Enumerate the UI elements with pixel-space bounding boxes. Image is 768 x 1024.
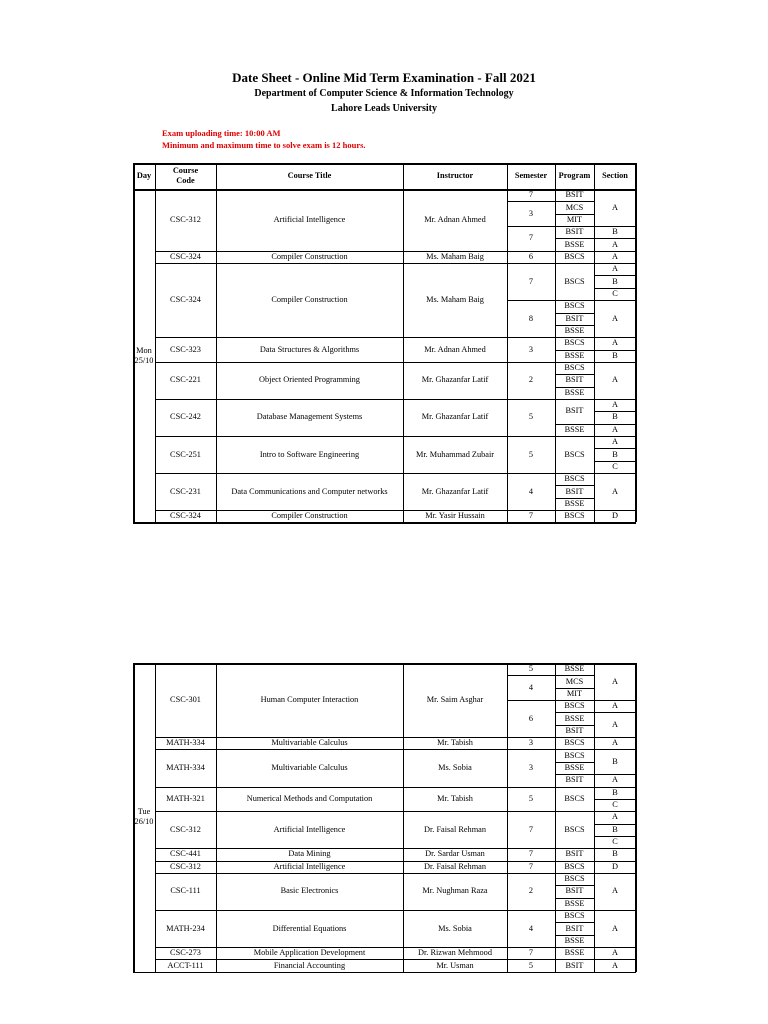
block1-row2-section: A — [612, 775, 618, 785]
block0-row5-section: B — [612, 412, 618, 422]
block0-row7-course-code: CSC-231 — [170, 486, 201, 496]
column-divider — [155, 163, 156, 522]
block-bottom-border — [133, 972, 636, 974]
block1-row5-semester: 7 — [528, 849, 534, 859]
block1-row0-course-code: CSC-301 — [170, 695, 201, 705]
block0-row1-course-title: Compiler Construction — [271, 251, 348, 261]
block1-row2-section: B — [612, 756, 618, 766]
block1-row9-course-title: Mobile Application Development — [253, 948, 366, 958]
block0-row5-course-title: Database Management Systems — [256, 412, 363, 422]
column-divider — [507, 663, 508, 972]
block0-row0-instructor: Mr. Adnan Ahmed — [424, 214, 486, 224]
header-title: Course Title — [287, 171, 332, 180]
block1-row6-instructor: Dr. Faisal Rehman — [424, 861, 486, 871]
block1-row9-instructor: Dr. Rizwan Mehmood — [418, 948, 492, 958]
block0-row2-section: C — [612, 288, 618, 298]
header-semester: Semester — [514, 171, 548, 180]
block0-row8-semester: 7 — [528, 511, 534, 521]
block0-row2-section: A — [612, 313, 618, 323]
block1-row2-program: BSIT — [565, 775, 584, 785]
block1-row0-program: BSCS — [564, 701, 585, 711]
block1-row8-program: BSCS — [564, 911, 585, 921]
block0-row3-program: BSSE — [564, 350, 585, 360]
block0-row1-semester: 6 — [528, 251, 534, 261]
block0-row2-section: A — [612, 264, 618, 274]
block1-row4-section: C — [612, 837, 618, 847]
block0-row5-program: BSIT — [565, 406, 584, 416]
block1-row5-course-title: Data Mining — [288, 849, 331, 859]
block1-row8-course-code: MATH-234 — [166, 923, 205, 933]
block0-row4-course-code: CSC-221 — [170, 375, 201, 385]
block0-row0-section: A — [612, 239, 618, 249]
block0-row4-semester: 2 — [528, 375, 534, 385]
block0-row4-program: BSIT — [565, 375, 584, 385]
header-day: Day — [136, 171, 152, 180]
block0-row6-instructor: Mr. Muhammad Zubair — [415, 449, 495, 459]
header-instructor: Instructor — [436, 171, 474, 180]
block0-row7-program: BSSE — [564, 498, 585, 508]
block1-row4-semester: 7 — [528, 824, 534, 834]
block1-row0-section: A — [612, 719, 618, 729]
block1-row8-course-title: Differential Equations — [272, 923, 347, 933]
block1-row10-program: BSIT — [565, 960, 584, 970]
block1-row7-program: BSIT — [565, 886, 584, 896]
block0-row7-semester: 4 — [528, 486, 534, 496]
block1-row1-course-title: Multivariable Calculus — [271, 738, 348, 748]
header-program: Program — [558, 171, 591, 180]
block0-row6-section: A — [612, 437, 618, 447]
column-divider — [594, 163, 595, 522]
block0-row5-instructor: Mr. Ghazanfar Latif — [421, 412, 489, 422]
block1-row8-semester: 4 — [528, 923, 534, 933]
column-divider — [403, 163, 404, 522]
block0-row2-course-code: CSC-324 — [170, 295, 201, 305]
block0-row6-course-title: Intro to Software Engineering — [259, 449, 360, 459]
table-right-border — [635, 163, 637, 522]
column-divider — [594, 663, 595, 972]
block0-row1-program: BSCS — [564, 251, 585, 261]
university-name: Lahore Leads University — [331, 103, 437, 114]
block1-row6-program: BSCS — [564, 861, 585, 871]
block0-row5-program: BSSE — [564, 424, 585, 434]
block1-row0-semester: 6 — [528, 713, 534, 723]
block0-row5-section: A — [612, 400, 618, 410]
column-divider — [216, 163, 217, 522]
block1-row1-section: A — [612, 738, 618, 748]
block0-row0-semester: 7 — [528, 190, 534, 200]
block0-row4-instructor: Mr. Ghazanfar Latif — [421, 375, 489, 385]
block0-row8-course-code: CSC-324 — [170, 511, 201, 521]
column-divider — [216, 663, 217, 972]
block0-row4-section: A — [612, 375, 618, 385]
block0-row5-section: A — [612, 424, 618, 434]
block1-row4-section: B — [612, 824, 618, 834]
block0-row6-semester: 5 — [528, 449, 534, 459]
block0-row6-section: C — [612, 461, 618, 471]
block0-row2-program: BSSE — [564, 326, 585, 336]
block1-row4-instructor: Dr. Faisal Rehman — [424, 824, 486, 834]
block1-row10-semester: 5 — [528, 960, 534, 970]
block0-row7-course-title: Data Communications and Computer networks — [231, 486, 388, 496]
block0-row0-semester: 7 — [528, 233, 534, 243]
block0-row1-course-code: CSC-324 — [170, 251, 201, 261]
block0-row6-section: B — [612, 449, 618, 459]
block0-row3-course-title: Data Structures & Algorithms — [259, 344, 360, 354]
block1-row8-section: A — [612, 923, 618, 933]
block1-row7-semester: 2 — [528, 886, 534, 896]
block1-row1-instructor: Mr. Tabish — [437, 738, 473, 748]
block1-row2-semester: 3 — [528, 762, 534, 772]
block1-row3-course-code: MATH-321 — [166, 793, 205, 803]
header-section: Section — [602, 171, 628, 180]
block0-row6-program: BSCS — [564, 449, 585, 459]
block0-row2-program: BSIT — [565, 313, 584, 323]
table-right-border — [635, 663, 637, 972]
block0-row0-course-title: Artificial Intelligence — [273, 214, 346, 224]
block1-row5-program: BSIT — [565, 849, 584, 859]
block1-row0-section: A — [612, 676, 618, 686]
block1-row5-course-code: CSC-441 — [170, 849, 201, 859]
block0-row3-semester: 3 — [528, 344, 534, 354]
block0-row1-section: A — [612, 251, 618, 261]
block0-row8-program: BSCS — [564, 511, 585, 521]
page-title: Date Sheet - Online Mid Term Examination - Fall 2021 — [232, 70, 536, 85]
block1-row9-semester: 7 — [528, 948, 534, 958]
block1-row2-instructor: Ms. Sobia — [438, 762, 472, 772]
header-code: Course Code — [172, 166, 199, 185]
block0-row3-section: A — [612, 338, 618, 348]
block1-row8-program: BSIT — [565, 923, 584, 933]
block1-row3-instructor: Mr. Tabish — [437, 793, 473, 803]
block0-row4-course-title: Object Oriented Programming — [259, 375, 360, 385]
column-divider — [133, 163, 135, 522]
block1-row0-course-title: Human Computer Interaction — [260, 695, 359, 705]
block1-row7-instructor: Mr. Nughman Raza — [422, 886, 488, 896]
block1-row4-program: BSCS — [564, 824, 585, 834]
block1-row6-course-code: CSC-312 — [170, 861, 201, 871]
block0-row2-program: BSCS — [564, 276, 585, 286]
block0-row0-program: BSSE — [564, 239, 585, 249]
block1-row7-program: BSCS — [564, 874, 585, 884]
block0-row0-program: MIT — [566, 214, 583, 224]
block0-row3-section: B — [612, 350, 618, 360]
block1-row2-program: BSCS — [564, 750, 585, 760]
block1-row9-section: A — [612, 948, 618, 958]
block1-row8-instructor: Ms. Sobia — [438, 923, 472, 933]
block0-row0-program: BSIT — [565, 190, 584, 200]
block0-row2-course-title: Compiler Construction — [271, 295, 348, 305]
block1-row4-section: A — [612, 812, 618, 822]
block1-row3-program: BSCS — [564, 793, 585, 803]
block1-row0-semester: 4 — [528, 682, 534, 692]
block0-row3-program: BSCS — [564, 338, 585, 348]
block1-row5-instructor: Dr. Sardar Usman — [425, 849, 485, 859]
block0-row0-semester: 3 — [528, 208, 534, 218]
block1-row1-course-code: MATH-334 — [166, 738, 205, 748]
block0-row0-program: BSIT — [565, 227, 584, 237]
block0-row7-section: A — [612, 486, 618, 496]
block1-row10-section: A — [612, 960, 618, 970]
block1-row10-instructor: Mr. Usman — [436, 960, 474, 970]
block0-row1-instructor: Ms. Maham Baig — [426, 251, 484, 261]
block1-row10-course-title: Financial Accounting — [273, 960, 346, 970]
block1-row1-program: BSCS — [564, 738, 585, 748]
department-name: Department of Computer Science & Information Technology — [254, 88, 514, 99]
block0-row3-instructor: Mr. Adnan Ahmed — [424, 344, 486, 354]
block0-day: Mon 25/10 — [134, 345, 154, 365]
block0-row7-program: BSCS — [564, 474, 585, 484]
block1-row10-course-code: ACCT-111 — [167, 960, 204, 970]
block1-row3-section: C — [612, 800, 618, 810]
note-time-limit: Minimum and maximum time to solve exam is 12 hours. — [162, 140, 366, 150]
block1-row0-semester: 5 — [528, 664, 534, 674]
block1-row0-program: BSSE — [564, 664, 585, 674]
column-divider — [555, 663, 556, 972]
block-bottom-border — [133, 522, 636, 524]
block0-row6-course-code: CSC-251 — [170, 449, 201, 459]
block1-row0-section: A — [612, 701, 618, 711]
block1-row3-semester: 5 — [528, 793, 534, 803]
block1-row0-program: BSSE — [564, 713, 585, 723]
column-divider — [507, 163, 508, 522]
block0-row7-instructor: Mr. Ghazanfar Latif — [421, 486, 489, 496]
column-divider — [555, 163, 556, 522]
block1-row5-section: B — [612, 849, 618, 859]
block0-row2-semester: 8 — [528, 313, 534, 323]
block1-row6-course-title: Artificial Intelligence — [273, 861, 346, 871]
block1-row7-section: A — [612, 886, 618, 896]
block0-row7-program: BSIT — [565, 486, 584, 496]
block0-row8-course-title: Compiler Construction — [271, 511, 348, 521]
block0-row3-course-code: CSC-323 — [170, 344, 201, 354]
block0-row5-course-code: CSC-242 — [170, 412, 201, 422]
block0-row2-semester: 7 — [528, 276, 534, 286]
block0-row8-section: D — [612, 511, 618, 521]
note-upload-time: Exam uploading time: 10:00 AM — [162, 128, 281, 138]
block0-row8-instructor: Mr. Yasir Hussain — [425, 511, 485, 521]
block0-row4-program: BSSE — [564, 387, 585, 397]
block1-row1-semester: 3 — [528, 738, 534, 748]
block1-row7-course-code: CSC-111 — [170, 886, 201, 896]
block1-row9-program: BSSE — [564, 948, 585, 958]
block1-row8-program: BSSE — [564, 935, 585, 945]
block1-row0-program: MCS — [565, 676, 584, 686]
block0-row0-program: MCS — [565, 202, 584, 212]
block0-row2-program: BSCS — [564, 301, 585, 311]
block1-row2-course-title: Multivariable Calculus — [271, 762, 348, 772]
block1-row6-section: D — [612, 861, 618, 871]
block1-row2-program: BSSE — [564, 762, 585, 772]
block1-row9-course-code: CSC-273 — [170, 948, 201, 958]
column-divider — [403, 663, 404, 972]
column-divider — [155, 663, 156, 972]
block0-row2-instructor: Ms. Maham Baig — [426, 295, 484, 305]
block0-row4-program: BSCS — [564, 363, 585, 373]
block1-row3-course-title: Numerical Methods and Computation — [246, 793, 373, 803]
block0-row2-section: B — [612, 276, 618, 286]
block1-row4-course-title: Artificial Intelligence — [273, 824, 346, 834]
block1-day: Tue 26/10 — [134, 807, 154, 827]
block0-row5-semester: 5 — [528, 412, 534, 422]
block1-row7-course-title: Basic Electronics — [280, 886, 339, 896]
block1-row0-instructor: Mr. Saim Asghar — [426, 695, 484, 705]
column-divider — [133, 663, 135, 972]
block1-row6-semester: 7 — [528, 861, 534, 871]
block1-row2-course-code: MATH-334 — [166, 762, 205, 772]
date-sheet-table — [133, 0, 636, 1024]
block1-row0-program: BSIT — [565, 725, 584, 735]
block0-row0-section: B — [612, 227, 618, 237]
block0-row0-course-code: CSC-312 — [170, 214, 201, 224]
block1-row4-course-code: CSC-312 — [170, 824, 201, 834]
block1-row3-section: B — [612, 787, 618, 797]
block1-row7-program: BSSE — [564, 898, 585, 908]
block0-row0-section: A — [612, 202, 618, 212]
block1-row0-program: MIT — [566, 688, 583, 698]
